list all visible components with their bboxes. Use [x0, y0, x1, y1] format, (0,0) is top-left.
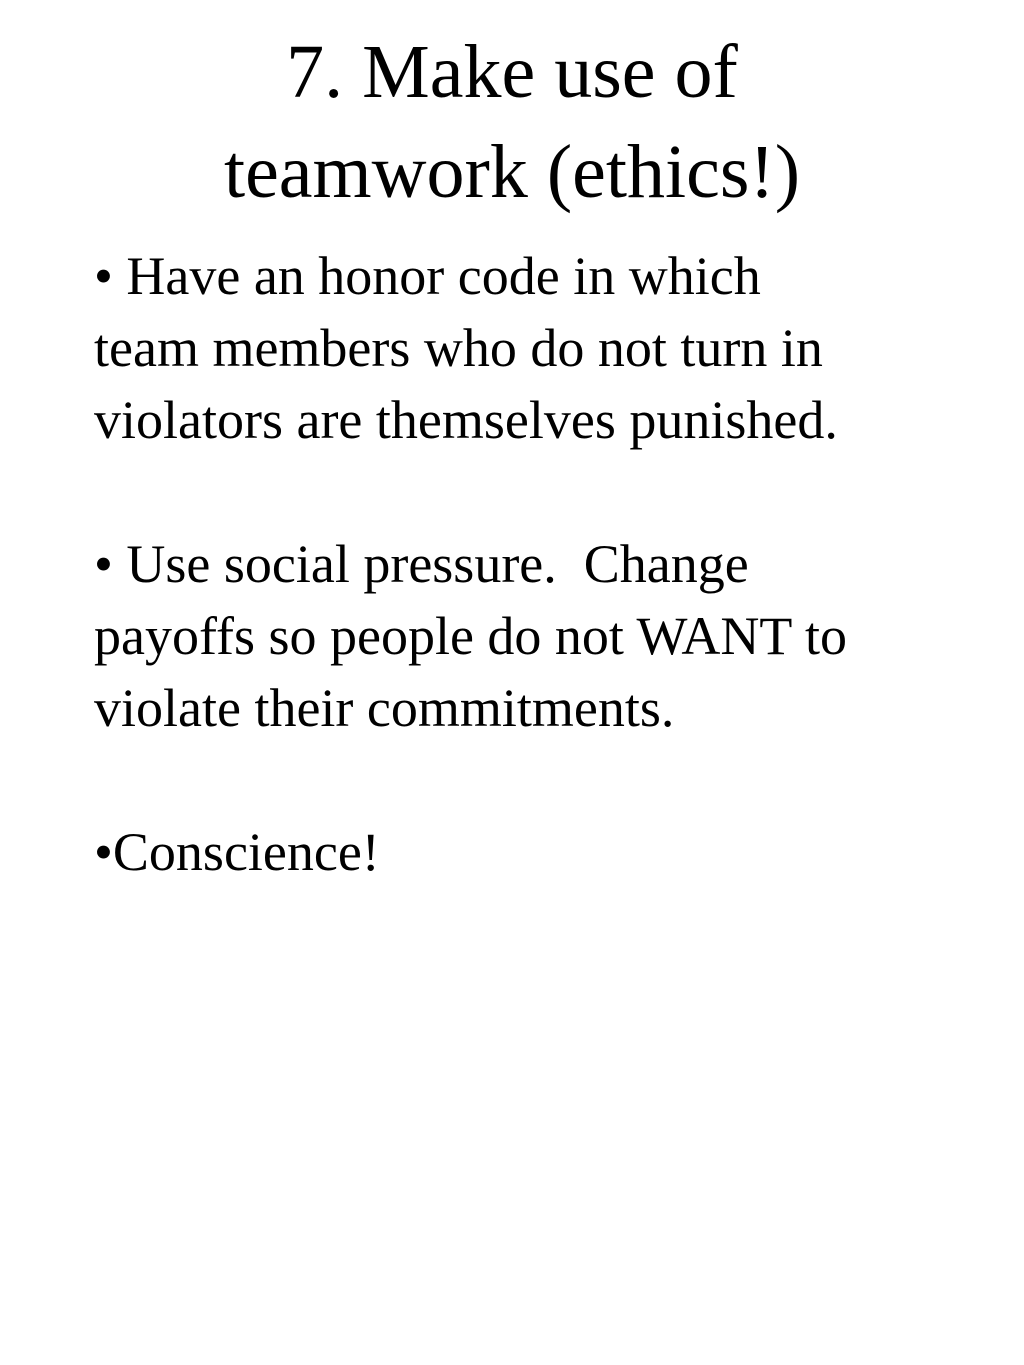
bullet-honor-code — [94, 240, 974, 456]
title-line: teamwork (ethics!) — [223, 130, 801, 214]
bullet-social-pressure — [94, 528, 974, 744]
bullet-conscience — [94, 816, 974, 888]
bullet-line: violate their commitments. — [94, 678, 675, 738]
bullet-line: team members who do not turn in — [94, 318, 823, 378]
bullet-line: payoffs so people do not WANT to — [94, 606, 847, 666]
bullet-line: • Have an honor code in which — [94, 246, 761, 306]
title-line: 7. Make use of — [286, 30, 738, 114]
bullet-line: violators are themselves punished. — [94, 390, 838, 450]
bullet-line: •Conscience! — [94, 822, 380, 882]
bullet-line: • Use social pressure. Change — [94, 534, 749, 594]
slide-title — [0, 22, 1024, 222]
slide-body — [94, 240, 974, 888]
